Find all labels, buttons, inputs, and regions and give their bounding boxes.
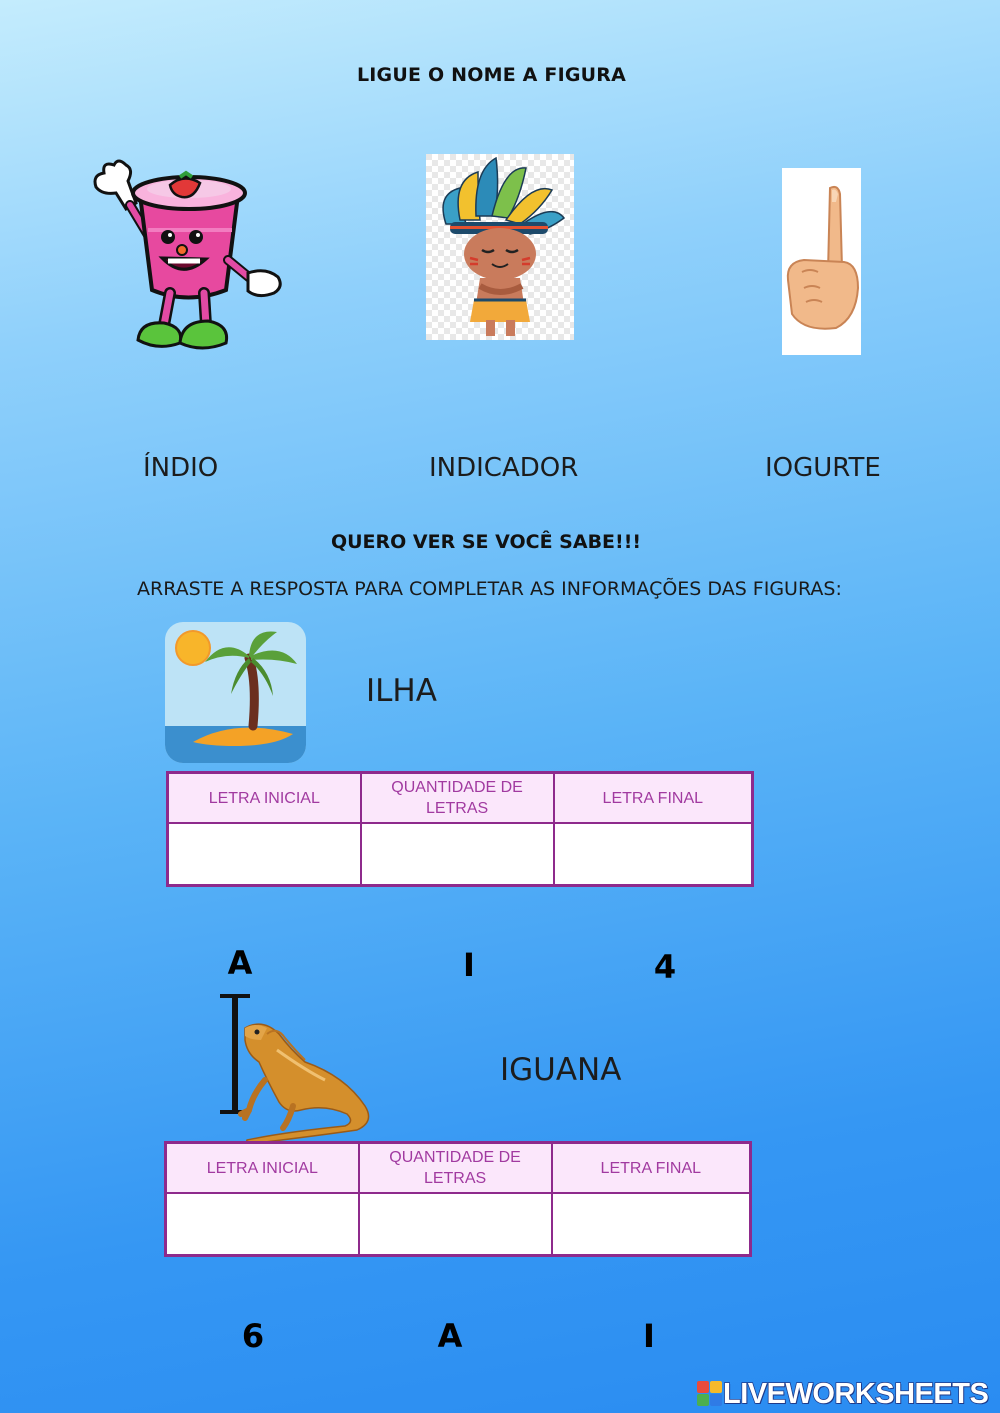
header-letra-final: LETRA FINAL [552,1143,751,1194]
pointing-finger-image [782,168,861,355]
liveworksheets-logo [697,1378,988,1410]
section-subtitle: QUERO VER SE VOCÊ SABE!!! [330,531,642,553]
word-option-iogurte[interactable]: IOGURTE [765,453,881,483]
header-letra-inicial: LETRA INICIAL [168,773,361,824]
word-option-indicador[interactable]: INDICADOR [429,453,579,483]
header-letra-inicial: LETRA INICIAL [166,1143,359,1194]
iguana-image [205,1010,385,1150]
liveworksheets-logo-icon [697,1381,723,1407]
drop-zone-letra-final[interactable] [552,1193,751,1256]
header-letra-final: LETRA FINAL [554,773,753,824]
liveworksheets-logo-text: LIVEWORKSHEETS [723,1377,989,1410]
page-title: LIGUE O NOME A FIGURA [356,64,627,86]
header-quantidade-letras: QUANTIDADE DE LETRAS [359,1143,552,1194]
word-option-indio[interactable]: ÍNDIO [143,453,219,483]
drag-option-4[interactable]: 4 [653,948,677,986]
info-table-iguana [164,1141,752,1257]
drop-zone-letra-inicial[interactable] [168,823,361,886]
drag-option-a[interactable]: A [437,1317,463,1355]
drop-zone-quantidade-letras[interactable] [359,1193,552,1256]
drop-zone-letra-inicial[interactable] [166,1193,359,1256]
drop-zone-quantidade-letras[interactable] [361,823,554,886]
instruction-text: ARRASTE A RESPOSTA PARA COMPLETAR AS INFORMAÇÕES DAS FIGURAS: [137,578,842,600]
yogurt-character-image [88,155,283,355]
drag-option-i[interactable]: I [463,946,475,984]
header-quantidade-letras: QUANTIDADE DE LETRAS [361,773,554,824]
indigenous-boy-image [426,154,574,340]
island-emoji-image [165,622,306,763]
drag-option-6[interactable]: 6 [241,1317,265,1355]
drag-option-i[interactable]: I [643,1317,655,1355]
info-table-ilha [166,771,754,887]
drag-option-a[interactable]: A [227,944,253,982]
figure-label-ilha: ILHA [366,673,437,709]
drop-zone-letra-final[interactable] [554,823,753,886]
figure-label-iguana: IGUANA [500,1052,622,1088]
